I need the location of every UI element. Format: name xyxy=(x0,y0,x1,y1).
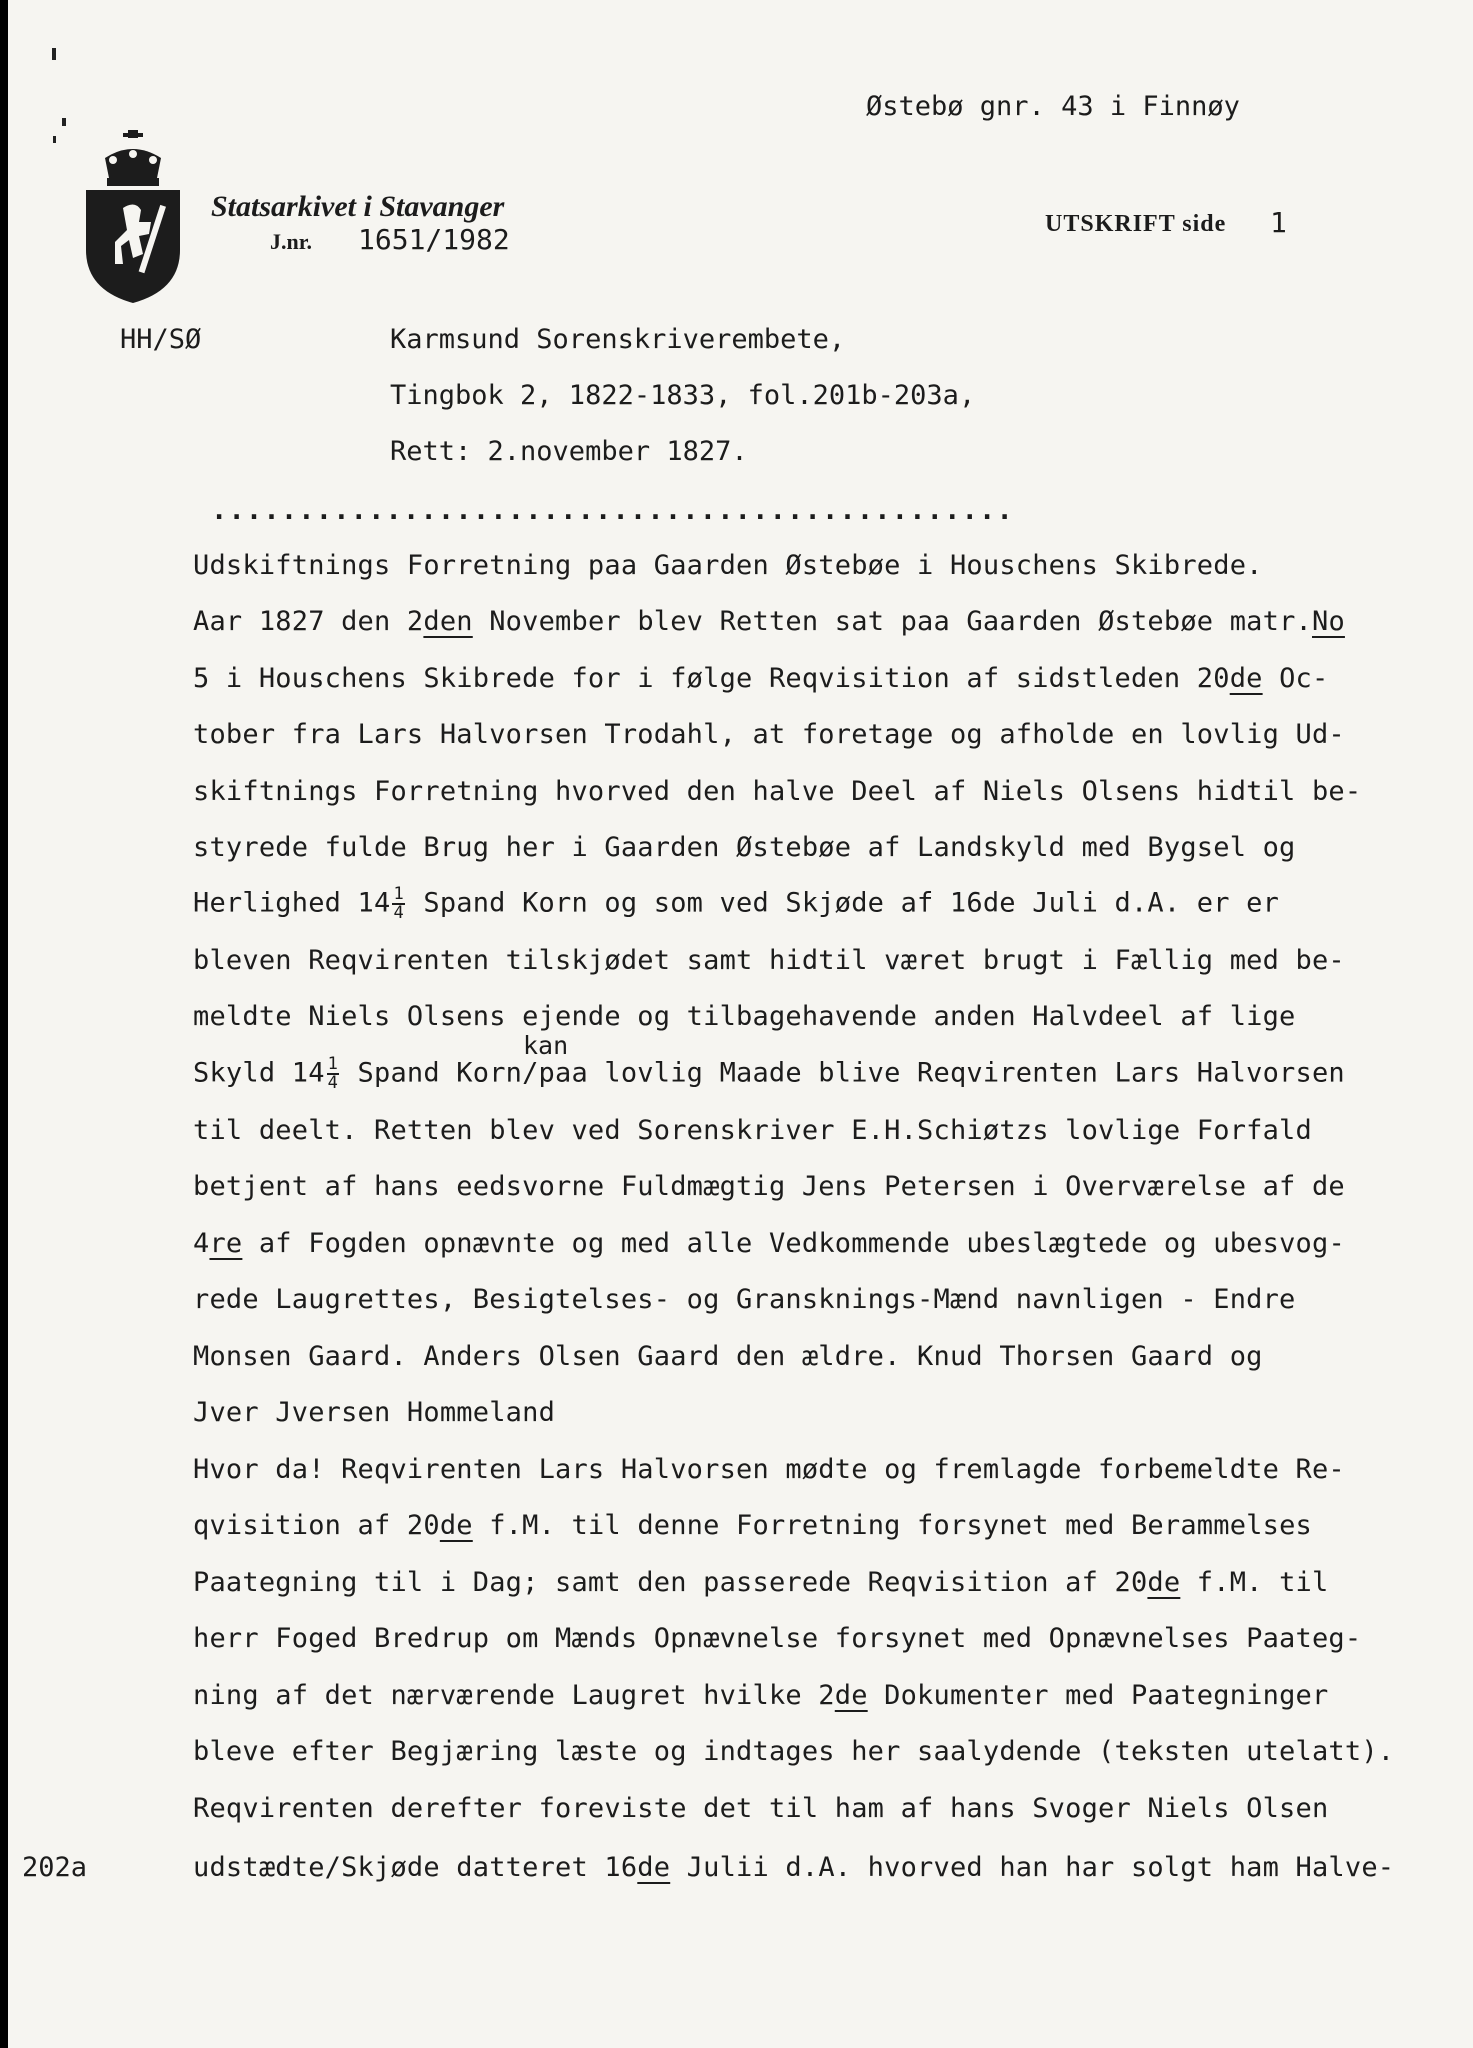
body-line: Udskiftnings Forretning paa Gaarden Østebøe i Houschens Skibrede. xyxy=(193,550,1263,581)
body-line: meldte Niels Olsens ejende og tilbagehavende anden Halvdeel af lige xyxy=(193,1001,1296,1032)
source-line-3: Rett: 2.november 1827. xyxy=(390,436,748,467)
document-page xyxy=(8,0,1473,2048)
body-line: Hvor da! Reqvirenten Lars Halvorsen mødte og fremlagde forbemeldte Re- xyxy=(193,1454,1345,1485)
body-line: bleven Reqvirenten tilskjødet samt hidtil været brugt i Fællig med be- xyxy=(193,945,1345,976)
body-line: 4re af Fogden opnævnte og med alle Vedkommende ubeslægtede og ubesvog- xyxy=(193,1228,1345,1259)
body-line: qvisition af 20de f.M. til denne Forretning forsynet med Berammelses xyxy=(193,1510,1312,1541)
fraction: $\frac{1}{4}$ xyxy=(393,884,404,923)
body-line: Monsen Gaard. Anders Olsen Gaard den ældre. Knud Thorsen Gaard og xyxy=(193,1341,1263,1372)
jnr-value: 1651/1982 xyxy=(358,223,510,256)
scan-mark xyxy=(53,136,56,143)
margin-folio-note: 202a xyxy=(22,1852,88,1883)
source-line-1: Karmsund Sorenskriverembete, xyxy=(390,324,846,355)
document-reference: Østebø gnr. 43 i Finnøy xyxy=(866,91,1240,122)
scan-mark xyxy=(62,118,66,126)
body-line: til deelt. Retten blev ved Sorenskriver E.H.Schiøtzs lovlige Forfald xyxy=(193,1115,1312,1146)
source-line-2: Tingbok 2, 1822-1833, fol.201b-203a, xyxy=(390,380,976,411)
norwegian-coat-of-arms-icon xyxy=(83,130,183,305)
interlinear-insertion: kan xyxy=(523,1031,569,1060)
scan-mark xyxy=(52,48,56,60)
separator: .............................................. xyxy=(211,495,1014,526)
body-line: udstædte/Skjøde datteret 16de Julii d.A. hvorved han har solgt ham Halve- xyxy=(193,1852,1395,1883)
utskrift-label: UTSKRIFT side xyxy=(1045,211,1227,237)
body-line: Jver Jversen Hommeland xyxy=(193,1397,556,1428)
body-line: Herlighed 14 $\frac{1}{4}$ Spand Korn og som ved Skjøde af 16de Juli d.A. er er xyxy=(193,884,1280,923)
body-line: betjent af hans eedsvorne Fuldmægtig Jens Petersen i Overværelse af de xyxy=(193,1171,1345,1202)
body-line: ning af det nærværende Laugret hvilke 2de Dokumenter med Paategninger xyxy=(193,1680,1329,1711)
body-line: 5 i Houschens Skibrede for i følge Reqvisition af sidstleden 20de Oc- xyxy=(193,663,1329,694)
body-line: Paategning til i Dag; samt den passerede Reqvisition af 20de f.M. til xyxy=(193,1567,1329,1598)
jnr-label: J.nr. xyxy=(270,229,312,254)
body-line: styrede fulde Brug her i Gaarden Østebøe af Landskyld med Bygsel og xyxy=(193,832,1296,863)
institution-name: Statsarkivet i Stavanger xyxy=(211,190,505,223)
body-line: Skyld 14 $\frac{1}{4}$ Spand Korn/paa lovlig Maade blive Reqvirenten Lars Halvorsen xyxy=(193,1054,1345,1093)
body-line: rede Laugrettes, Besigtelses- og Gransknings-Mænd navnligen - Endre xyxy=(193,1284,1296,1315)
page-number: 1 xyxy=(1270,206,1287,239)
body-line: herr Foged Bredrup om Mænds Opnævnelse forsynet med Opnævnelses Paateg- xyxy=(193,1623,1362,1654)
body-line: Aar 1827 den 2den November blev Retten sat paa Gaarden Østebøe matr.No xyxy=(193,606,1345,637)
body-line: bleve efter Begjæring læste og indtages her saalydende (teksten utelatt). xyxy=(193,1736,1395,1767)
fraction: $\frac{1}{4}$ xyxy=(327,1054,339,1093)
body-line: tober fra Lars Halvorsen Trodahl, at foretage og afholde en lovlig Ud- xyxy=(193,719,1345,750)
body-line: Reqvirenten derefter foreviste det til ham af hans Svoger Niels Olsen xyxy=(193,1793,1329,1824)
body-line: skiftnings Forretning hvorved den halve Deel af Niels Olsens hidtil be- xyxy=(193,776,1362,807)
initials: HH/SØ xyxy=(120,324,202,355)
